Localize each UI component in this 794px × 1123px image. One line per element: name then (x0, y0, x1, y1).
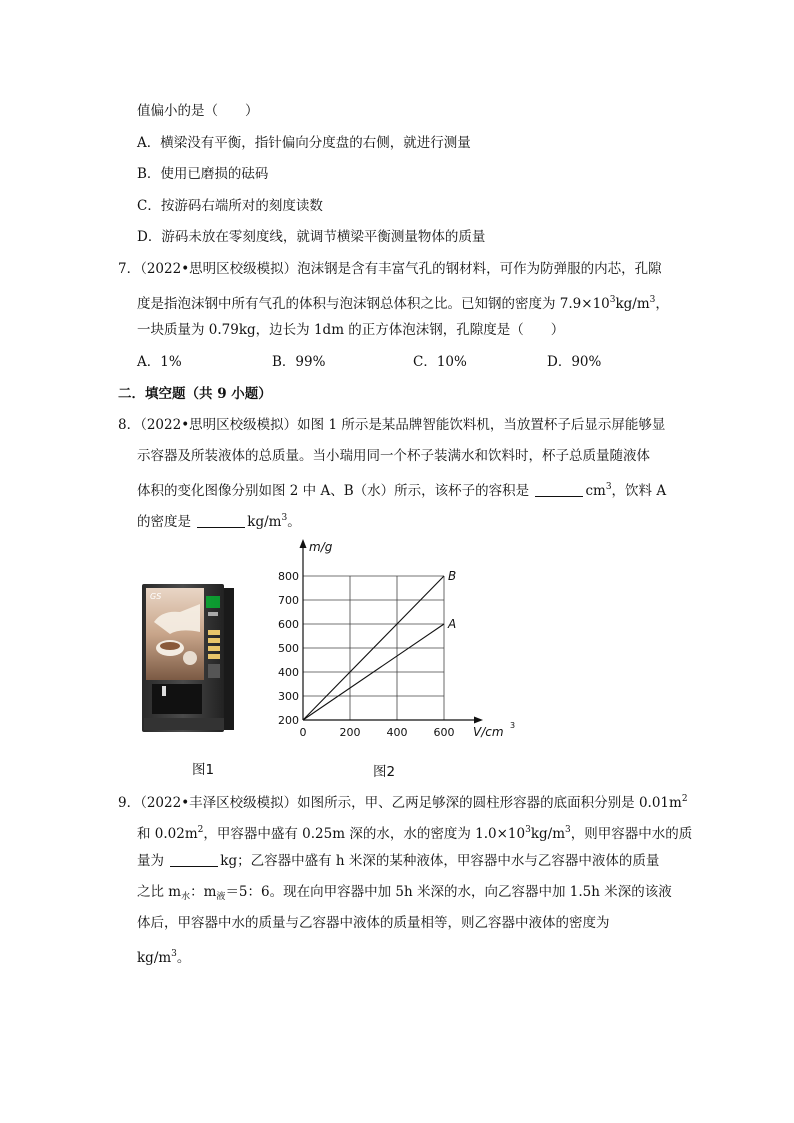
y-tick-label: 200 (278, 714, 299, 727)
q7-line3: 一块质量为 0.79kg，边长为 1dm 的正方体泡沫钢，孔隙度是（ ） (137, 322, 565, 338)
q7-number: 7． (118, 261, 141, 277)
y-tick-label: 800 (278, 570, 299, 583)
machine-side (224, 588, 234, 730)
x-axis-label: V/cm (473, 725, 504, 739)
q9-line4 (137, 882, 672, 907)
drink-button-4[interactable] (208, 654, 220, 659)
y-tick-label: 500 (278, 642, 299, 655)
q7-comma: ， (655, 296, 669, 312)
q7-exp: 3 (609, 295, 616, 305)
q8-text-3: 体积的变化图像分别如图 2 中 A、B（水）所示，该杯子的容积是 (137, 483, 534, 499)
x-tick-label: 0 (299, 726, 307, 739)
figure2-caption: 图2 (373, 764, 396, 780)
display-screen (206, 596, 220, 608)
section-title: 二．填空题（共 9 小题） (118, 386, 272, 402)
q9-line3 (137, 851, 659, 871)
machine-poster (146, 588, 204, 680)
q8-unit-2-exp: 3 (281, 513, 288, 523)
q9-text-4: 之比 m (137, 884, 182, 900)
q8-text-1: （2022•思明区校级模拟）如图 1 所示是某品牌智能饮料机，当放置杯子后显示屏能够显 (140, 417, 666, 433)
q9-sub-water: 水 (181, 892, 191, 902)
q7-unit: kg/m (615, 296, 650, 312)
x-tick-label: 400 (386, 726, 408, 739)
q9-unit-2: kg/m (137, 950, 172, 966)
q9-unit: kg/m (530, 826, 565, 842)
q8-text-4: 的密度是 (137, 514, 196, 530)
q9-sub-liquid: 液 (216, 892, 226, 902)
q8-period: 。 (287, 514, 301, 530)
q9-unit-exp: 3 (565, 825, 571, 835)
q9-blank-1[interactable] (170, 852, 218, 867)
q7-option-b: B．99% (272, 354, 326, 370)
q9-text-2-mid: ，甲容器中盛有 0.25m 深的水，水的密度为 1.0×10 (203, 826, 526, 842)
drink-button-2[interactable] (208, 638, 220, 643)
q6-stem-tail: 值偏小的是（ ） (137, 103, 259, 119)
y-tick-label: 300 (278, 690, 299, 703)
q6-option-b: B．使用已磨损的砝码 (137, 166, 269, 182)
q8-blank-2[interactable] (197, 513, 245, 528)
y-axis-arrow (300, 539, 307, 548)
q9-line5: 体后，甲容器中水的质量与乙容器中液体的质量相等，则乙容器中液体的密度为 (137, 915, 610, 931)
q8-unit-2: kg/m (247, 514, 282, 530)
q9-line2 (137, 820, 692, 844)
chart-ticks (278, 570, 455, 739)
q9-line1 (118, 789, 688, 813)
x-axis-label-exp: 3 (510, 721, 516, 730)
q8-blank-1[interactable] (535, 482, 583, 497)
q8-line1 (118, 415, 665, 435)
machine-logo: GS (150, 592, 162, 601)
q7-option-c: C．10% (413, 354, 467, 370)
chart-series (303, 569, 456, 720)
drink-button-3[interactable] (208, 646, 220, 651)
q7-unit-exp: 3 (649, 295, 656, 305)
q8-line4 (137, 508, 301, 532)
q7-option-d: D．90% (547, 354, 602, 370)
y-tick-label: 400 (278, 666, 299, 679)
q7-line1 (118, 259, 662, 279)
x-axis-arrow (474, 717, 483, 724)
q9-line6 (137, 944, 190, 968)
chart-labels (309, 540, 515, 739)
q8-unit-1: cm (585, 483, 606, 499)
x-tick-label: 600 (433, 726, 455, 739)
q7-line2 (137, 290, 669, 314)
q8-text-3-end: ，饮料 A (611, 483, 667, 499)
drink-button-1[interactable] (208, 630, 220, 635)
q8-line2: 示容器及所装液体的总质量。当小瑞用同一个杯子装满水和饮料时，杯子总质量随液体 (137, 448, 650, 464)
q8-number: 8． (118, 417, 141, 433)
q8-unit-1-exp: 3 (605, 482, 612, 492)
y-tick-label: 600 (278, 618, 299, 631)
q9-text-4-mid: ：m (190, 884, 217, 900)
series-label-a: A (448, 617, 457, 631)
q9-text-3-end: kg；乙容器中盛有 h 米深的某种液体，甲容器中水与乙容器中液体的质量 (220, 853, 660, 869)
figure1-caption: 图1 (192, 762, 215, 778)
q9-text-2: 和 0.02m (137, 826, 198, 842)
q7-option-a: A．1% (137, 354, 182, 370)
q6-option-d: D．游码未放在零刻度线，就调节横梁平衡测量物体的质量 (137, 229, 486, 245)
x-tick-label: 200 (339, 726, 361, 739)
q6-option-a: A．横梁没有平衡，指针偏向分度盘的右侧，就进行测量 (137, 135, 471, 151)
q9-text-3: 量为 (137, 853, 169, 869)
series-label-b: B (448, 569, 457, 583)
q6-option-c: C．按游码右端所对的刻度读数 (137, 198, 323, 214)
q7-text-1: （2022•思明区校级模拟）泡沫钢是含有丰富气孔的钢材料，可作为防弹服的内芯，孔隙 (140, 261, 662, 277)
q9-text-2-end: ，则甲容器中水的质 (570, 826, 693, 842)
q9-text-4-end: ＝5：6。现在向甲容器中加 5h 米深的水，向乙容器中加 1.5h 米深的该液 (225, 884, 672, 900)
q8-line3 (137, 477, 666, 501)
q9-period: 。 (176, 950, 191, 966)
q9-text-1: （2022•丰泽区校级模拟）如图所示，甲、乙两足够深的圆柱形容器的底面积分别是 0.01m (140, 795, 682, 811)
coin-slot (208, 664, 220, 678)
mass-volume-chart (270, 536, 530, 754)
q9-exp-2: 2 (197, 825, 204, 835)
vending-machine-image (140, 582, 236, 734)
q7-text-2: 度是指泡沫钢中所有气孔的体积与泡沫钢总体积之比。已知钢的密度为 7.9×10 (137, 296, 610, 312)
y-tick-label: 700 (278, 594, 299, 607)
dispenser-slot (152, 684, 202, 714)
q9-exp-3: 3 (525, 825, 531, 835)
q9-unit-2-exp: 3 (171, 949, 177, 959)
q9-number: 9． (118, 795, 141, 811)
q9-exp-1: 2 (681, 794, 688, 804)
y-axis-label: m/g (309, 540, 333, 554)
